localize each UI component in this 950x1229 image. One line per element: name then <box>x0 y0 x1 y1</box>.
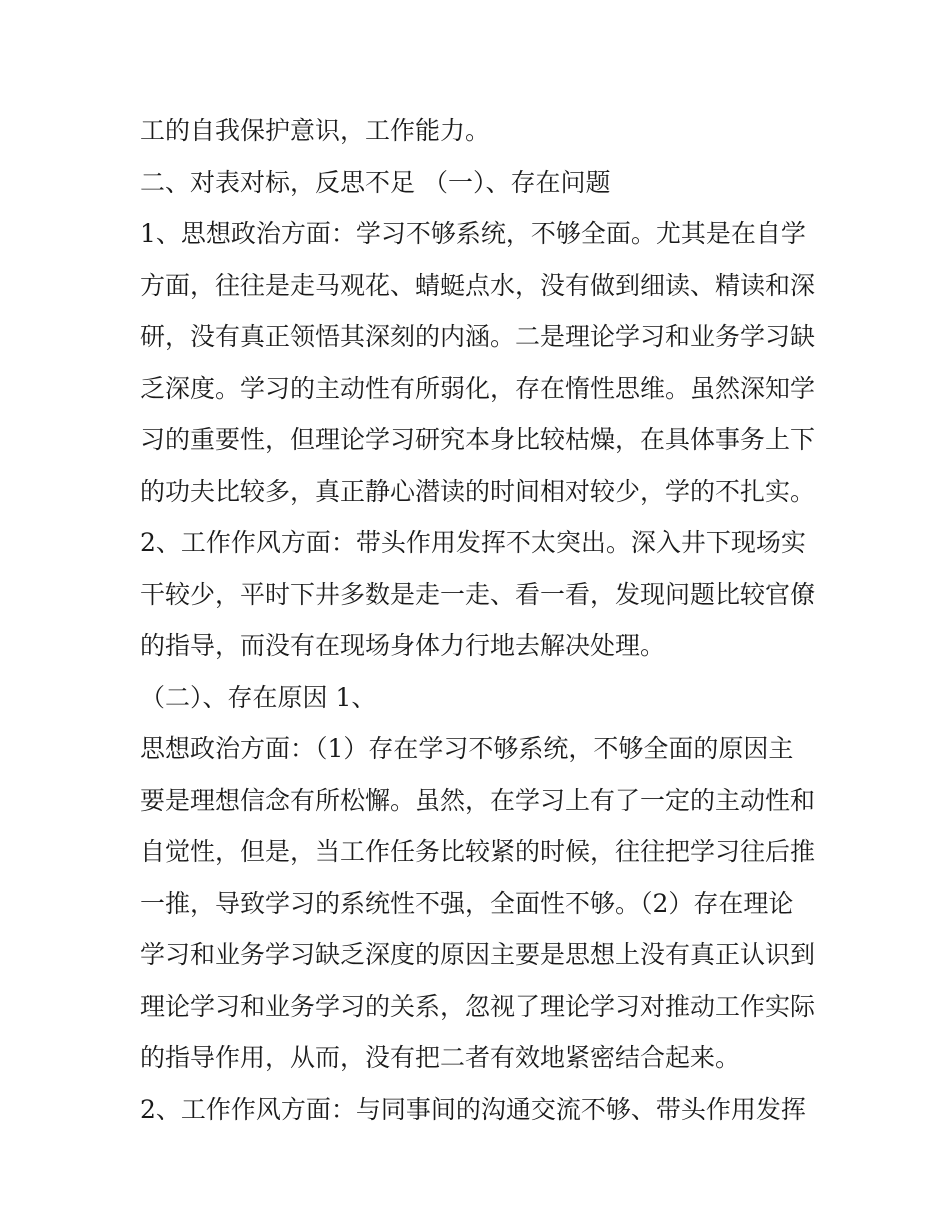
body-text <box>140 105 820 1135</box>
text-line: 习的重要性，但理论学习研究本身比较枯燥，在具体事务上下 <box>140 425 816 454</box>
text-line: 工的自我保护意识，工作能力。 <box>140 116 491 145</box>
text-line: 乏深度。学习的主动性有所弱化，存在惰性思维。虽然深知学 <box>140 373 816 403</box>
text-line: 2、工作作风方面：带头作用发挥不太突出。深入井下现场实 <box>140 528 806 557</box>
text-line: 学习和业务学习缺乏深度的原因主要是思想上没有真正认识到 <box>140 940 816 969</box>
text-line: 的指导，而没有在现场身体力行地去解决处理。 <box>140 631 666 660</box>
text-line: 的功夫比较多，真正静心潜读的时间相对较少，学的不扎实。 <box>140 476 816 506</box>
text-line: 研，没有真正领悟其深刻的内涵。二是理论学习和业务学习缺 <box>140 322 816 351</box>
text-line: 的指导作用，从而，没有把二者有效地紧密结合起来。 <box>140 1043 741 1072</box>
text-line: 自觉性，但是，当工作任务比较紧的时候，往往把学习往后推 <box>140 837 816 866</box>
text-line: 一推，导致学习的系统性不强，全面性不够。（2）存在理论 <box>140 888 794 918</box>
text-line: 1、思想政治方面：学习不够系统，不够全面。尤其是在自学 <box>140 219 806 248</box>
text-line: 要是理想信念有所松懈。虽然，在学习上有了一定的主动性和 <box>140 785 816 815</box>
text-line: 干较少，平时下井多数是走一走、看一看，发现问题比较官僚 <box>140 579 816 609</box>
text-line: 2、工作作风方面：与同事间的沟通交流不够、带头作用发挥 <box>140 1094 806 1124</box>
section-heading: （二）、存在原因 1、 <box>140 682 377 712</box>
section-heading: 二、对表对标，反思不足 （一）、存在问题 <box>140 167 611 197</box>
text-line: 方面，往往是走马观花、蜻蜓点水，没有做到细读、精读和深 <box>140 270 816 300</box>
text-line: 理论学习和业务学习的关系，忽视了理论学习对推动工作实际 <box>140 991 816 1021</box>
text-line: 思想政治方面：（1）存在学习不够系统，不够全面的原因主 <box>140 734 794 763</box>
